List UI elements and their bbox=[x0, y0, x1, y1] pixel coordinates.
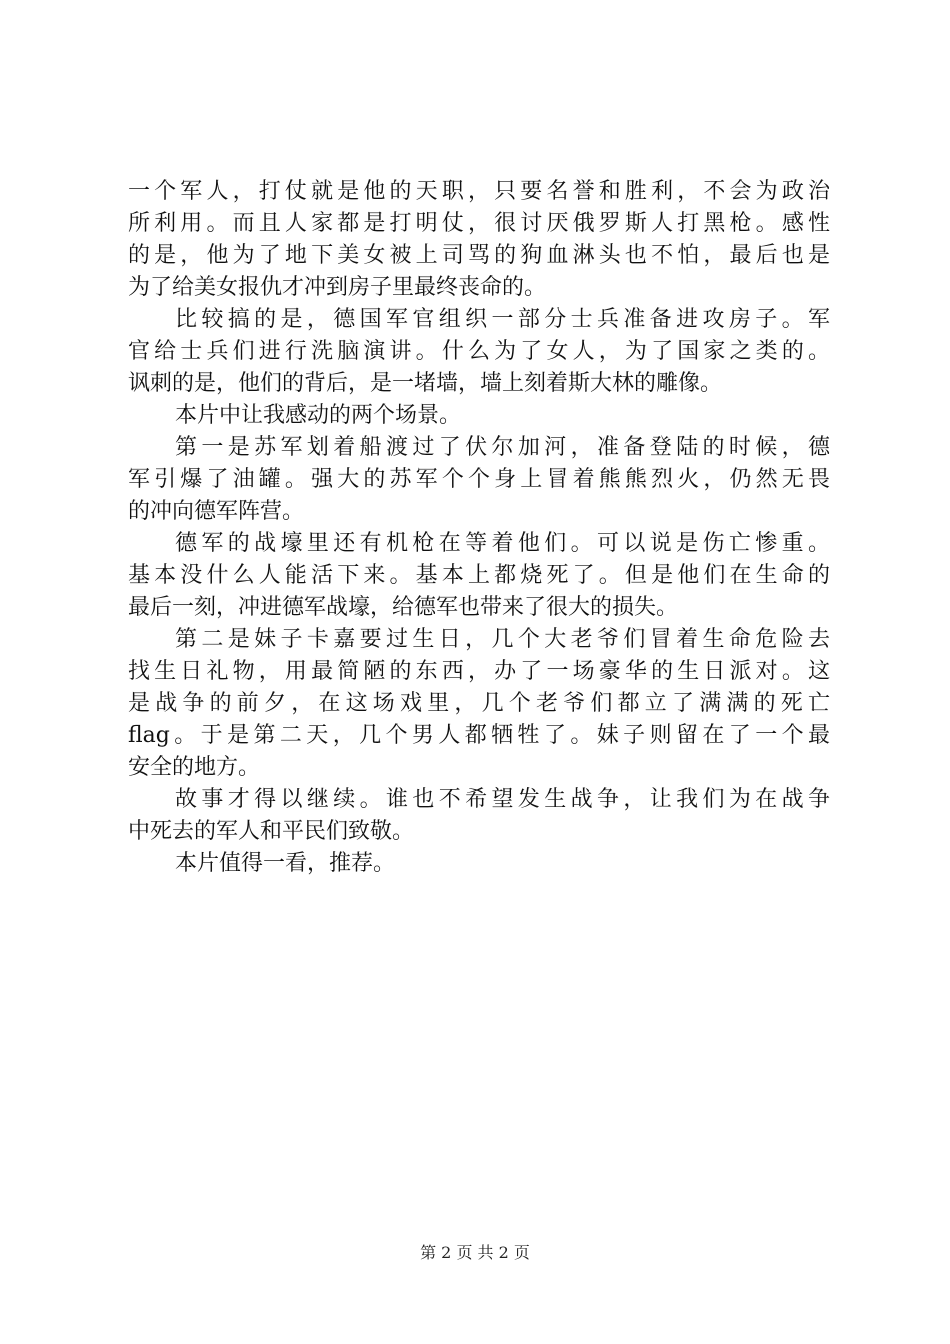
text-line: 的冲向德军阵营。 bbox=[128, 499, 305, 524]
text-line: 中死去的军人和平民们致敬。 bbox=[128, 819, 415, 844]
paragraph-first-line: 本片值得一看，推荐。 bbox=[175, 851, 396, 876]
text-line: 一个军人，打仗就是他的天职，只要名誉和胜利，不会为政治 bbox=[128, 179, 830, 204]
page-number-footer: 第 2 页 共 2 页 bbox=[420, 1243, 530, 1262]
text-line: 安全的地方。 bbox=[128, 755, 261, 780]
text-line: 最后一刻，冲进德军战壕，给德军也带来了很大的损失。 bbox=[128, 595, 679, 620]
text-line: 官给士兵们进行洗脑演讲。什么为了女人，为了国家之类的。 bbox=[128, 339, 830, 364]
text-line: 的是，他为了地下美女被上司骂的狗血淋头也不怕，最后也是 bbox=[128, 243, 830, 268]
paragraph-first-line: 第二是妹子卡嘉要过生日，几个大老爷们冒着生命危险去 bbox=[175, 627, 830, 652]
body-text bbox=[128, 176, 830, 880]
paragraph-first-line: 第一是苏军划着船渡过了伏尔加河，准备登陆的时候，德 bbox=[175, 435, 830, 460]
text-line: 所利用。而且人家都是打明仗，很讨厌俄罗斯人打黑枪。感性 bbox=[128, 211, 830, 236]
text-line: 基本没什么人能活下来。基本上都烧死了。但是他们在生命的 bbox=[128, 563, 830, 588]
paragraph-first-line: 本片中让我感动的两个场景。 bbox=[175, 403, 462, 428]
paragraph-first-line: 故事才得以继续。谁也不希望发生战争，让我们为在战争 bbox=[175, 787, 830, 812]
text-line: 为了给美女报仇才冲到房子里最终丧命的。 bbox=[128, 275, 547, 300]
text-line: 军引爆了油罐。强大的苏军个个身上冒着熊熊烈火，仍然无畏 bbox=[128, 467, 830, 492]
text-line: 找生日礼物，用最简陋的东西，办了一场豪华的生日派对。这 bbox=[128, 659, 830, 684]
text-line: 是战争的前夕，在这场戏里，几个老爷们都立了满满的死亡 bbox=[128, 691, 830, 716]
paragraph-first-line: 德军的战壕里还有机枪在等着他们。可以说是伤亡惨重。 bbox=[175, 531, 830, 556]
text-line: flag。于是第二天，几个男人都牺牲了。妹子则留在了一个最 bbox=[128, 723, 830, 748]
paragraph-first-line: 比较搞的是，德国军官组织一部分士兵准备进攻房子。军 bbox=[175, 307, 830, 332]
text-line: 讽刺的是，他们的背后，是一堵墙，墙上刻着斯大林的雕像。 bbox=[128, 371, 723, 396]
